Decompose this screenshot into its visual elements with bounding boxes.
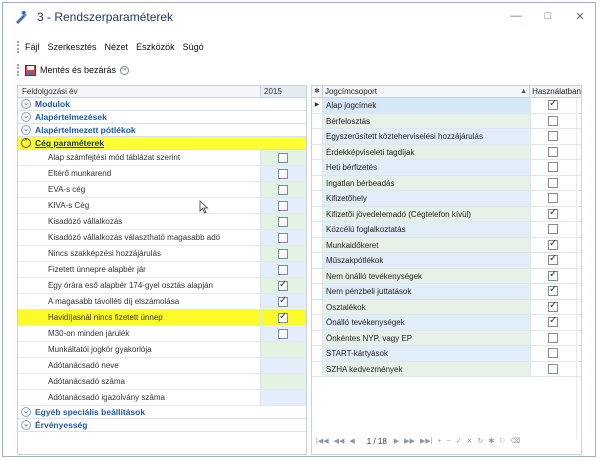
param-row [18,198,306,214]
param-label: A magasabb távolléti díj elszámolása [48,297,180,306]
param-value[interactable] [260,342,306,357]
category-label: Heti bérfizetés [322,160,530,175]
used-cell[interactable] [530,284,581,299]
param-row [18,150,306,166]
used-cell[interactable] [530,160,581,175]
category-row[interactable] [312,362,581,378]
param-checkbox[interactable] [278,233,288,243]
row-indicator [312,222,322,237]
group-label: Egyéb speciális beállítások [35,407,146,417]
category-row[interactable] [312,207,581,223]
param-row [18,246,306,262]
expand-icon[interactable]: ⌄ [21,420,31,430]
param-checkbox[interactable] [278,217,288,227]
used-checkbox[interactable] [548,147,558,157]
delete-icon[interactable]: − [446,437,451,445]
used-checkbox[interactable] [548,271,558,281]
used-checkbox[interactable] [548,240,558,250]
group-label: Modulok [35,99,70,109]
used-checkbox[interactable] [548,286,558,296]
param-label: M30-on minden járulék [48,329,130,338]
param-label: Adótanácsadó igazolvány száma [48,393,165,402]
used-checkbox[interactable] [548,348,558,358]
param-row [18,230,306,246]
cancel-icon[interactable]: ✕ [466,438,473,445]
category-row[interactable] [312,253,581,269]
used-cell[interactable] [530,253,581,268]
param-value[interactable] [260,374,306,389]
group-row[interactable] [18,419,306,432]
row-indicator [312,253,322,268]
param-row [18,214,306,230]
category-label: Kifizetői jövedelemadó (Cégtelefon kívül) [322,207,530,222]
category-grid [311,85,582,455]
sort-asc-icon: ▲ [520,88,528,95]
used-checkbox[interactable] [548,317,558,327]
prev-icon[interactable]: ◀ [349,438,355,445]
param-label: Fizetett ünnepre alapbér jár [48,265,146,274]
menu-file[interactable]: Fájl [25,42,40,52]
row-indicator [312,315,322,330]
menu-bar [17,39,212,55]
year-label: Feldolgozási év [22,87,78,96]
param-label: Adótanácsadó neve [48,361,119,370]
category-label: START-kártyások [322,346,530,361]
param-label: Adótanácsadó száma [48,377,125,386]
category-row[interactable] [312,346,581,362]
param-checkbox[interactable] [278,169,288,179]
window-title: 3 - Rendszerparaméterek [37,10,174,24]
add-icon[interactable]: + [437,437,442,445]
param-row [18,342,306,358]
menu-view[interactable]: Nézet [104,42,129,52]
col-header-group-label: Jogcímcsoport [324,87,377,96]
menu-help[interactable]: Súgó [182,42,204,52]
param-label: Kisadózó vállalkozás [48,217,123,226]
row-indicator [312,160,322,175]
bookmark-icon[interactable]: ⚐ [499,438,506,445]
param-row [18,310,306,326]
used-checkbox[interactable] [548,209,558,219]
app-icon [13,9,29,25]
chevron-icon[interactable]: » [120,66,129,75]
next-page-icon[interactable]: ▶▶ [404,438,415,445]
expand-icon[interactable]: ⌄ [21,125,31,135]
param-value[interactable] [260,246,306,261]
used-checkbox[interactable] [548,131,558,141]
category-row[interactable] [312,98,581,114]
group-label: Érvényesség [35,420,88,430]
used-checkbox[interactable] [548,100,558,110]
category-label: Műszakpótlékok [322,253,530,268]
record-navigator [312,434,581,448]
row-indicator [312,284,322,299]
row-indicator [312,238,322,253]
param-label: Kisadózó vállalkozás választható magasabb adó [48,233,221,242]
param-checkbox[interactable] [278,185,288,195]
category-label: Kifizetőhely [322,191,530,206]
param-checkbox[interactable] [278,281,288,291]
used-checkbox[interactable] [548,333,558,343]
category-label: Ingatlan bérbeadás [322,176,530,191]
clear-filter-icon[interactable]: ⌫ [510,438,521,445]
used-checkbox[interactable] [548,162,558,172]
used-checkbox[interactable] [548,178,558,188]
menu-edit[interactable]: Szerkesztés [47,42,97,52]
minimize-icon[interactable]: — [510,10,522,22]
close-icon[interactable]: ✕ [575,10,585,23]
next-icon[interactable]: ▶ [393,438,400,445]
category-row[interactable] [312,269,581,285]
used-cell[interactable] [530,346,581,361]
param-label: EVA-s cég [48,185,86,194]
category-label: SZHA kedvezmények [322,362,530,377]
param-value[interactable] [260,230,306,245]
used-cell[interactable] [530,114,581,129]
row-indicator [312,145,322,160]
param-checkbox[interactable] [278,249,288,259]
category-label: Bérfelosztás [322,114,530,129]
param-value[interactable] [260,166,306,181]
param-value[interactable] [260,150,306,165]
param-row [18,294,306,310]
used-cell[interactable] [530,331,581,346]
param-label: KIVA-s Cég [48,201,90,210]
category-label: Önkéntes NYP, vagy EP [322,331,530,346]
refresh-icon[interactable]: ↻ [477,438,484,445]
used-cell[interactable] [530,207,581,222]
param-checkbox[interactable] [278,313,288,323]
category-label: Közcélú foglalkoztatás [322,222,530,237]
used-checkbox[interactable] [548,224,558,234]
used-cell[interactable] [530,315,581,330]
maximize-icon[interactable]: □ [544,10,552,22]
toolbar-grip [17,64,19,76]
param-label: Nincs szakképzési hozzájárulás [48,249,161,258]
param-value[interactable] [260,294,306,309]
category-label: Egyszerűsített közteherviselési hozzájárulás [322,129,530,144]
group-row[interactable] [18,98,306,111]
param-label: Munkáltatói jogkör gyakorlója [48,345,152,354]
collapse-icon[interactable]: ⌃ [21,138,31,148]
row-indicator [312,346,322,361]
used-cell[interactable] [530,98,581,113]
row-indicator [312,191,322,206]
category-row[interactable] [312,315,581,331]
category-row[interactable] [312,145,581,161]
param-checkbox[interactable] [278,329,288,339]
col-header-group[interactable] [322,86,529,97]
row-indicator [312,176,322,191]
param-row [18,358,306,374]
group-label: Alapértelmezett pótlékok [35,125,136,135]
param-row [18,262,306,278]
menu-tools[interactable]: Eszközök [136,42,175,52]
row-indicator [312,207,322,222]
category-row[interactable] [312,114,581,130]
first-page-icon[interactable]: |◀◀ [316,438,329,445]
param-row [18,374,306,390]
used-cell[interactable] [530,362,581,377]
param-label: Alap számfejtési mód táblázat szerint [48,153,181,162]
category-row[interactable] [312,238,581,254]
group-row[interactable] [18,406,306,419]
param-row [18,166,306,182]
param-checkbox[interactable] [278,297,288,307]
group-label: Alapértelmezések [35,112,107,122]
used-cell[interactable] [530,300,581,315]
save-close-icon [25,65,36,76]
parameter-grid [17,85,307,455]
row-indicator [312,300,322,315]
category-label: Osztalékok [322,300,530,315]
year-value[interactable]: 2015 [260,86,306,97]
group-ceg-parameterek[interactable] [18,137,306,150]
used-cell[interactable] [530,176,581,191]
parameter-grid-header [18,86,306,98]
save-close-button[interactable]: Mentés és bezárás [40,65,117,75]
param-value[interactable] [260,214,306,229]
used-cell[interactable] [530,191,581,206]
scrollbar[interactable] [576,99,580,439]
prev-page-icon[interactable]: ◀◀ [333,438,345,445]
param-value[interactable] [260,326,306,341]
expand-icon[interactable]: ⌄ [21,99,31,109]
used-cell[interactable] [530,129,581,144]
param-label: Eltérő munkarend [48,169,112,178]
used-cell[interactable] [530,269,581,284]
last-page-icon[interactable]: ▶▶| [419,438,433,445]
param-value[interactable] [260,390,306,405]
param-label: Havidíjasnál nincs fizetett ünnep [18,310,260,325]
category-label: Nem önálló tevékenységek [322,269,530,284]
category-row[interactable] [312,129,581,145]
col-header-used[interactable]: Használatban [529,86,581,97]
asterisk-icon: ✱ [314,88,320,95]
title-bar[interactable] [3,3,595,31]
category-row[interactable] [312,300,581,316]
category-row[interactable] [312,191,581,207]
category-label: Munkaidőkeret [322,238,530,253]
used-cell[interactable] [530,222,581,237]
filter-icon[interactable]: ✱ [488,438,495,445]
confirm-icon[interactable]: ✓ [455,438,462,445]
used-checkbox[interactable] [548,116,558,126]
used-checkbox[interactable] [548,193,558,203]
param-label: Egy órára eső alapbér 174-gyel osztás alapján [48,281,213,290]
current-row-icon: ▶ [314,102,320,108]
category-row[interactable] [312,160,581,176]
param-row [18,326,306,342]
toolbar [17,61,129,79]
used-cell[interactable] [530,145,581,160]
param-checkbox[interactable] [278,201,288,211]
used-checkbox[interactable] [548,364,558,374]
window [2,2,596,457]
row-indicator [312,362,322,377]
expand-icon[interactable]: ⌄ [21,112,31,122]
row-indicator [312,331,322,346]
category-label: Önálló tevékenységek [322,315,530,330]
used-cell[interactable] [530,238,581,253]
expand-icon[interactable]: ⌄ [21,407,31,417]
used-checkbox[interactable] [548,302,558,312]
category-row[interactable] [312,284,581,300]
category-label: Alap jogcímek [322,98,530,113]
group-label: Cég paraméterek [35,138,104,148]
group-row[interactable] [18,111,306,124]
mouse-cursor-icon [199,200,209,214]
category-label: Nem pénzbeli juttatások [322,284,530,299]
param-row [18,182,306,198]
category-label: Érdekképviseleti tagdíjak [322,145,530,160]
param-value[interactable] [260,262,306,277]
row-indicator [312,114,322,129]
param-value[interactable] [260,310,306,325]
param-value[interactable] [260,358,306,373]
row-indicator [312,269,322,284]
used-checkbox[interactable] [548,255,558,265]
row-indicator [312,129,322,144]
param-checkbox[interactable] [278,265,288,275]
category-row[interactable] [312,176,581,192]
category-row[interactable] [312,331,581,347]
param-value[interactable] [260,278,306,293]
category-grid-header [312,86,581,98]
param-row [18,278,306,294]
param-value[interactable] [260,182,306,197]
category-row[interactable] [312,222,581,238]
record-position: 1 / 18 [366,436,387,446]
menu-grip [17,41,19,53]
param-checkbox[interactable] [278,153,288,163]
param-row [18,390,306,406]
group-row[interactable] [18,124,306,137]
param-value[interactable] [260,198,306,213]
